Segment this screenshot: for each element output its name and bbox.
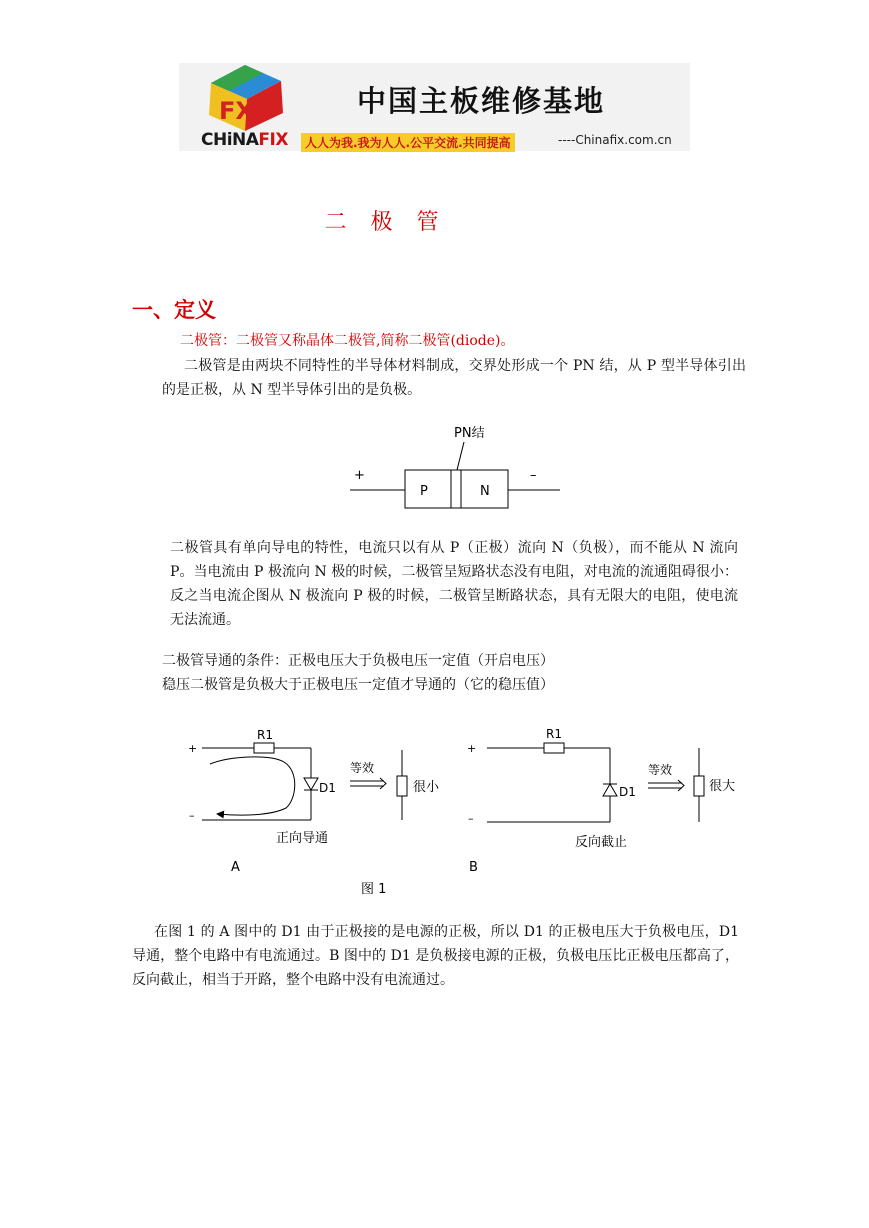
site-slogan: 人人为我.我为人人.公平交流.共同提高 <box>301 133 515 152</box>
circuit-b-equivalent-arrowhead-icon <box>678 780 684 791</box>
current-flow-arrow-icon <box>210 757 295 815</box>
circuit-b-plus: + <box>467 742 477 755</box>
circuit-b-equiv-resistor <box>694 776 704 796</box>
site-url: ----Chinafix.com.cn <box>558 133 672 147</box>
circuit-b-minus: – <box>468 812 474 825</box>
conduction-condition: 二极管导通的条件：正极电压大于负极电压一定值（开启电压） <box>162 653 554 669</box>
circuit-b-description: 反向截止 <box>575 835 628 850</box>
pn-junction-diagram <box>340 418 570 518</box>
paragraph-figure-explanation: 在图 1 的 A 图中的 D1 由于正极接的是电源的正极，所以 D1 的正极电压大于负极电压，D1 导通，整个电路中有电流通过。B 图中的 D1 是负极接电源的正极，负极电压比正极电压都高了，反向截止，相当于开路，整个电路中没有电流通过。 <box>132 924 739 988</box>
n-region-label: N <box>480 484 490 499</box>
circuit-a-result-label: 很小 <box>413 780 440 795</box>
circuit-b-diode-reverse-icon <box>603 784 617 796</box>
circuit-a-plus: + <box>188 742 198 755</box>
circuit-a-diode-label: D1 <box>319 781 336 795</box>
pn-plus-sign: + <box>354 468 365 483</box>
pn-junction-pointer <box>457 442 464 470</box>
circuit-a-label: A <box>231 860 240 875</box>
circuit-a-resistor-label: R1 <box>257 728 273 742</box>
figure-1 <box>0 720 869 905</box>
circuit-a <box>188 728 440 875</box>
chinafix-cube-logo <box>201 63 293 133</box>
zener-condition: 稳压二极管是负极大于正极电压一定值才导通的（它的稳压值） <box>162 677 554 693</box>
logo-cube-letters: FX <box>219 97 254 125</box>
figure-1-caption: 图 1 <box>361 882 387 897</box>
circuit-a-description: 正向导通 <box>276 831 329 846</box>
definition-line: 二极管：二极管又称晶体二极管,简称二极管(diode)。 <box>180 333 515 349</box>
circuit-a-equivalent-arrowhead-icon <box>380 778 386 789</box>
circuit-a-equiv-resistor <box>397 776 407 796</box>
circuit-b <box>467 727 735 875</box>
circuit-b-diode-label: D1 <box>619 785 636 799</box>
circuit-b-resistor-label: R1 <box>546 727 562 741</box>
document-title: 二极管 <box>324 210 463 235</box>
circuit-a-minus: – <box>189 809 195 822</box>
p-region-label: P <box>420 484 428 499</box>
site-title: 中国主板维修基地 <box>357 84 606 118</box>
pn-junction-label: PN结 <box>454 426 485 441</box>
logo-wordmark <box>201 130 288 150</box>
circuit-a-resistor <box>254 743 274 753</box>
paragraph-pn-junction: 二极管是由两块不同特性的半导体材料制成，交界处形成一个 PN 结，从 P 型半导体引出的是正极，从 N 型半导体引出的是负极。 <box>162 358 746 398</box>
circuit-a-equivalent-label: 等效 <box>350 761 375 775</box>
paragraph-unidirectional: 二极管具有单向导电的特性，电流只以有从 P（正极）流向 N（负极），而不能从 N 流向 P。当电流由 P 极流向 N 极的时候，二极管呈短路状态没有电阻，对电流的流通阻碍很小：反之当电流企图从 N 极流向 P 极的时候，二极管呈断路状态，具有无限大的电阻，使电流无法流通。 <box>170 540 738 628</box>
header-banner <box>179 63 690 151</box>
pn-minus-sign: – <box>530 468 537 483</box>
circuit-b-resistor <box>544 743 564 753</box>
circuit-b-label: B <box>469 860 478 875</box>
circuit-b-equivalent-label: 等效 <box>648 763 673 777</box>
logo-text-china: CHiNA <box>201 130 259 150</box>
circuit-b-result-label: 很大 <box>709 779 736 794</box>
logo-text-fix: FIX <box>258 130 288 150</box>
section-heading: 一、定义 <box>132 298 216 322</box>
circuit-a-diode-forward-icon <box>304 778 318 790</box>
